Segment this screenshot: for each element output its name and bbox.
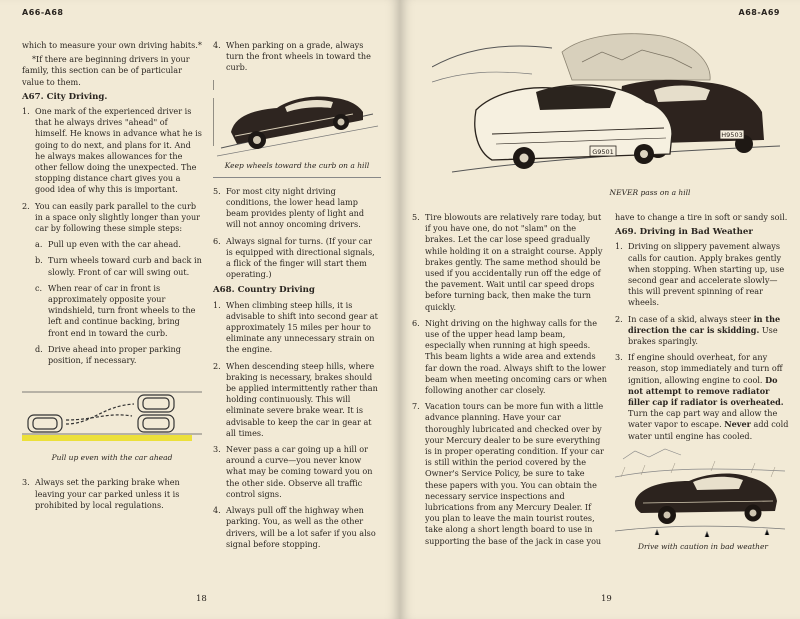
list-item: 1. When climbing steep hills, it is advisable to shift into second gear at approximately 15 miles per hour to eliminate any unnecessary strain on the engine. [213, 299, 378, 355]
right-column-1 [412, 212, 608, 552]
list-item: 7. Vacation tours can be more fun with a little advance planning. Have your car thoroughly lubricated and checked over by your Mercury dealer to be sure everything is in proper operating condition. If your car is still within the period covered by the Owner's Service Policy, be sure to take these papers with you. You can obtain the necessary service inspections and lubrications from any Mercury Dealer. If you plan to leave the main tourist routes, take along a short length board to use in supporting the base of the jack in case you [412, 401, 604, 546]
hill-caption: Keep wheels toward the curb on a hill [224, 160, 370, 170]
right-page-number: 19 [601, 594, 612, 604]
section-a68-heading: A68. Country Driving [213, 285, 315, 296]
intro-text: which to measure your own driving habits.* [22, 40, 202, 50]
parking-diagram [22, 372, 202, 450]
footnote-text: *If there are beginning drivers in your family, this section can be of particular value to them. [22, 54, 190, 87]
sub-list-item: b. Turn wheels toward curb and back in slowly. Front of car will swing out. [35, 255, 202, 277]
list-item: 3. Always set the parking brake when leaving your car parked unless it is prohibited by local regulations. [22, 477, 180, 510]
left-page-header: A66-A68 [22, 8, 64, 17]
top-illustration-caption: NEVER pass on a hill [609, 188, 691, 197]
section-a67-heading: A67. City Driving. [22, 91, 108, 102]
list-item: 4. When parking on a grade, always turn the front wheels in toward the curb. [213, 40, 371, 73]
right-column-2 [615, 212, 791, 556]
list-item: 2. When descending steep hills, where braking is necessary, brakes should be applied intermittently rather than holding continuously. This will eliminate severe brake wear. It is advisable to keep the car in gear at all times. [213, 360, 378, 438]
list-item: 3. If engine should overheat, for any reason, stop immediately and turn off ignition, allowing engine to cool. Do not attempt to remove radiator filler cap if radiator is overheated. Turn the cap part way and allow the water vapor to escape. Never add cold water until engine has cooled. [615, 352, 789, 441]
parking-caption: Pull up even with the car ahead [51, 453, 173, 463]
list-item: 2. You can easily park parallel to the curb in a space only slightly longer than your car by following these simple steps: [22, 200, 201, 234]
left-column-2 [213, 40, 381, 555]
list-item: 4. Always pull off the highway when parking. You, as well as the other drivers, will be a lot safer if you also signal before stopping. [213, 505, 376, 549]
list-item: 1. Driving on slippery pavement always calls for caution. Apply brakes gently when stopping. When starting up, use second gear and accelerate slowly—this will prevent spinning of rear wheels. [615, 241, 785, 308]
left-column-1 [22, 40, 202, 516]
rear-car-plate: H9503 [721, 131, 743, 139]
list-item: 5. Tire blowouts are relatively rare today, but if you have one, do not "slam" on the brakes. Let the car lose speed gradually while holding it on a straight course. Apply brakes gently. The same method should be used if you accidentally run off the edge of the pavement. Wait until car speed drops before turning back, then make the turn quickly. [412, 212, 603, 312]
front-car-plate: G9501 [592, 148, 614, 156]
section-a69-heading: A69. Driving in Bad Weather [615, 227, 753, 238]
continuation-text: have to change a tire in soft or sandy soil. [615, 212, 788, 222]
right-page-header: A68-A69 [738, 8, 780, 17]
sub-list-item: c. When rear of car in front is approximately opposite your windshield, turn front wheels to the left and continue backing, bring front end in toward the curb. [35, 282, 196, 338]
list-item: 6. Night driving on the highway calls for the use of the upper head lamp beam, especially when running at high speeds. This beam lights a wide area and extends far down the road. Always shift to the lower beam when meeting oncoming cars or when following another car closely. [412, 317, 607, 396]
sub-list-item: d. Drive ahead into proper parking position, if necessary. [35, 343, 181, 366]
hill-passing-illustration [432, 22, 782, 182]
right-page [400, 0, 800, 619]
list-item: 6. Always signal for turns. (If your car is equipped with directional signals, a flick of the finger will start them operating.) [213, 235, 375, 280]
list-item: 5. For most city night driving conditions, the lower head lamp beam provides plenty of light and will not annoy oncoming drivers. [213, 185, 365, 230]
list-item: 3. Never pass a car going up a hill or around a curve—you never know what may be coming toward you on the other side. Observe all traffic control signs. [213, 444, 373, 499]
sub-list-item: a. Pull up even with the car ahead. [35, 239, 181, 250]
list-item: 2. In case of a skid, always steer in the direction the car is skidding. Use brakes sparingly. [615, 313, 781, 347]
list-item: 1. One mark of the experienced driver is that he always drives "ahead" of himself. He knows in advance what he is going to do next, and plans for it. And he always makes allowances for the other fellow doing the unexpected. The stopping distance chart gives you a good idea of why this is important. [22, 106, 202, 195]
weather-caption: Drive with caution in bad weather [637, 541, 769, 551]
left-page-number: 18 [196, 594, 207, 604]
hill-parking-illustration [213, 80, 381, 158]
bad-weather-illustration [615, 447, 785, 539]
